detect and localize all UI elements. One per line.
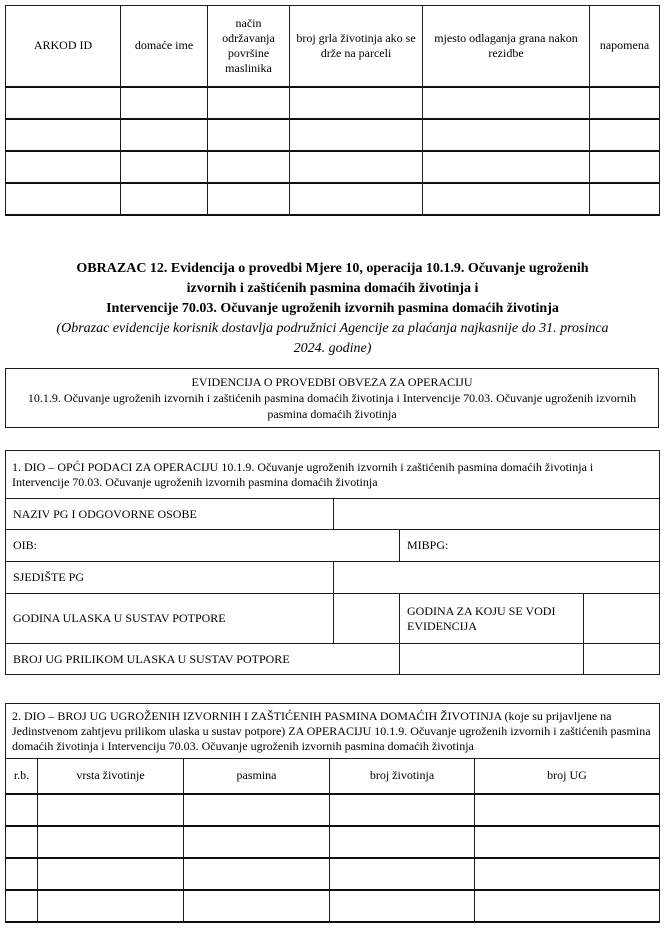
field-label-naziv-pg: NAZIV PG I ODGOVORNE OSOBE <box>6 499 334 530</box>
empty-cell <box>208 183 290 215</box>
empty-cell <box>423 183 590 215</box>
empty-cell <box>475 794 660 826</box>
empty-cell <box>38 890 184 922</box>
empty-cell <box>475 826 660 858</box>
empty-cell <box>6 183 121 215</box>
empty-cell <box>184 858 330 890</box>
col-header-broj-zivotinja: broj životinja <box>330 759 475 794</box>
section1-table <box>5 450 660 675</box>
olive-parcel-table <box>5 5 660 216</box>
empty-cell <box>38 826 184 858</box>
empty-cell <box>6 119 121 151</box>
field-value-naziv-pg <box>334 499 660 530</box>
empty-cell <box>290 183 423 215</box>
empty-cell <box>38 858 184 890</box>
table-row <box>6 151 660 183</box>
col-header-napomena: napomena <box>590 6 660 87</box>
form-title-line: OBRAZAC 12. Evidencija o provedbi Mjere 10, operacija 10.1.9. Očuvanje ugroženih <box>76 261 589 276</box>
empty-cell <box>590 87 660 119</box>
form-title-line: izvornih i zaštićenih pasmina domaćih životinja i <box>186 281 479 296</box>
col-header-vrsta-zivotinje: vrsta životinje <box>38 759 184 794</box>
section2-header-row <box>6 759 660 794</box>
empty-cell <box>6 858 38 890</box>
empty-cell <box>184 890 330 922</box>
empty-cell <box>121 183 208 215</box>
col-header-nacin-odrzavanja: način održavanja površine maslinika <box>208 6 290 87</box>
form-subtitle-line: 2024. godine) <box>293 341 372 356</box>
section1-heading: 1. DIO – OPĆI PODACI ZA OPERACIJU 10.1.9. Očuvanje ugroženih izvornih i zaštićenih pasmina domaćih životinja i Intervencije 70.03. Očuvanje ugroženih izvornih pasmina domaćih životinja <box>6 451 660 499</box>
empty-cell <box>208 119 290 151</box>
empty-cell <box>423 87 590 119</box>
empty-cell <box>590 151 660 183</box>
col-header-pasmina: pasmina <box>184 759 330 794</box>
field-value-godina-evidencija <box>584 594 660 644</box>
empty-cell <box>6 87 121 119</box>
table-row <box>6 183 660 215</box>
empty-cell <box>208 151 290 183</box>
form-title-block <box>0 259 665 359</box>
empty-cell <box>330 858 475 890</box>
empty-cell <box>290 87 423 119</box>
empty-cell <box>6 794 38 826</box>
evidencija-body: 10.1.9. Očuvanje ugroženih izvornih i zaštićenih pasmina domaćih životinja i Intervencije 70.03. Očuvanje ugroženih izvornih pasmina domaćih životinja <box>27 391 637 421</box>
field-label-broj-ug: BROJ UG PRILIKOM ULASKA U SUSTAV POTPORE <box>6 644 400 675</box>
table-row <box>6 87 660 119</box>
empty-cell <box>330 890 475 922</box>
empty-cell <box>475 890 660 922</box>
field-row-sjediste <box>6 562 660 594</box>
field-label-godina-ulaska: GODINA ULASKA U SUSTAV POTPORE <box>6 594 334 644</box>
col-header-mjesto-odlaganja: mjesto odlaganja grana nakon rezidbe <box>423 6 590 87</box>
field-label-oib: OIB: <box>6 530 400 562</box>
empty-cell <box>121 151 208 183</box>
empty-cell <box>184 794 330 826</box>
section2-heading-row <box>6 704 660 759</box>
table-row <box>6 794 660 826</box>
col-header-domace-ime: domaće ime <box>121 6 208 87</box>
empty-cell <box>590 119 660 151</box>
empty-cell <box>184 826 330 858</box>
section2-heading: 2. DIO – BROJ UG UGROŽENIH IZVORNIH I ZAŠTIĆENIH PASMINA DOMAĆIH ŽIVOTINJA (koje su prijavljene na Jedinstvenom zahtjevu prilikom ulaska u sustav potpore) ZA OPERACIJU 10.1.9. Očuvanje ugroženih izvornih i zaštićenih pasmina domaćih životinja i Intervenciju 70.03. Očuvanje ugroženih izvornih pasmina domaćih životinja <box>6 704 660 759</box>
table-row <box>6 119 660 151</box>
table-row <box>6 858 660 890</box>
empty-cell <box>121 87 208 119</box>
empty-cell <box>38 794 184 826</box>
field-row-godina <box>6 594 660 644</box>
field-label-sjediste-pg: SJEDIŠTE PG <box>6 562 334 594</box>
section1-heading-row <box>6 451 660 499</box>
col-header-arkod-id: ARKOD ID <box>6 6 121 87</box>
field-row-naziv <box>6 499 660 530</box>
empty-cell <box>6 826 38 858</box>
olive-table-header-row <box>6 6 660 87</box>
table-row <box>6 826 660 858</box>
empty-cell <box>290 119 423 151</box>
empty-cell <box>121 119 208 151</box>
empty-cell <box>6 151 121 183</box>
field-row-broj-ug <box>6 644 660 675</box>
field-label-godina-evidencija: GODINA ZA KOJU SE VODI EVIDENCIJA <box>400 594 584 644</box>
field-value-sjediste-pg <box>334 562 660 594</box>
empty-cell <box>590 183 660 215</box>
empty-cell <box>475 858 660 890</box>
col-header-rb: r.b. <box>6 759 38 794</box>
empty-cell <box>208 87 290 119</box>
form-subtitle-line: (Obrazac evidencije korisnik dostavlja podružnici Agencije za plaćanja najkasnije do 31. prosinca <box>56 321 609 336</box>
field-value-godina-ulaska <box>334 594 400 644</box>
field-row-oib-mibpg <box>6 530 660 562</box>
empty-cell <box>6 890 38 922</box>
table-row <box>6 890 660 922</box>
field-value-broj-ug-extra <box>584 644 660 675</box>
evidencija-header-box <box>5 368 659 428</box>
empty-cell <box>290 151 423 183</box>
empty-cell <box>330 794 475 826</box>
empty-cell <box>423 151 590 183</box>
field-value-broj-ug <box>400 644 584 675</box>
evidencija-heading: EVIDENCIJA O PROVEDBI OBVEZA ZA OPERACIJU <box>191 375 473 389</box>
col-header-broj-grla: broj grla životinja ako se drže na parceli <box>290 6 423 87</box>
field-label-mibpg: MIBPG: <box>400 530 660 562</box>
empty-cell <box>423 119 590 151</box>
col-header-broj-ug: broj UG <box>475 759 660 794</box>
section2-table <box>5 703 660 923</box>
empty-cell <box>330 826 475 858</box>
form-title-line: Intervencije 70.03. Očuvanje ugroženih izvornih pasmina domaćih životinja <box>106 301 559 316</box>
